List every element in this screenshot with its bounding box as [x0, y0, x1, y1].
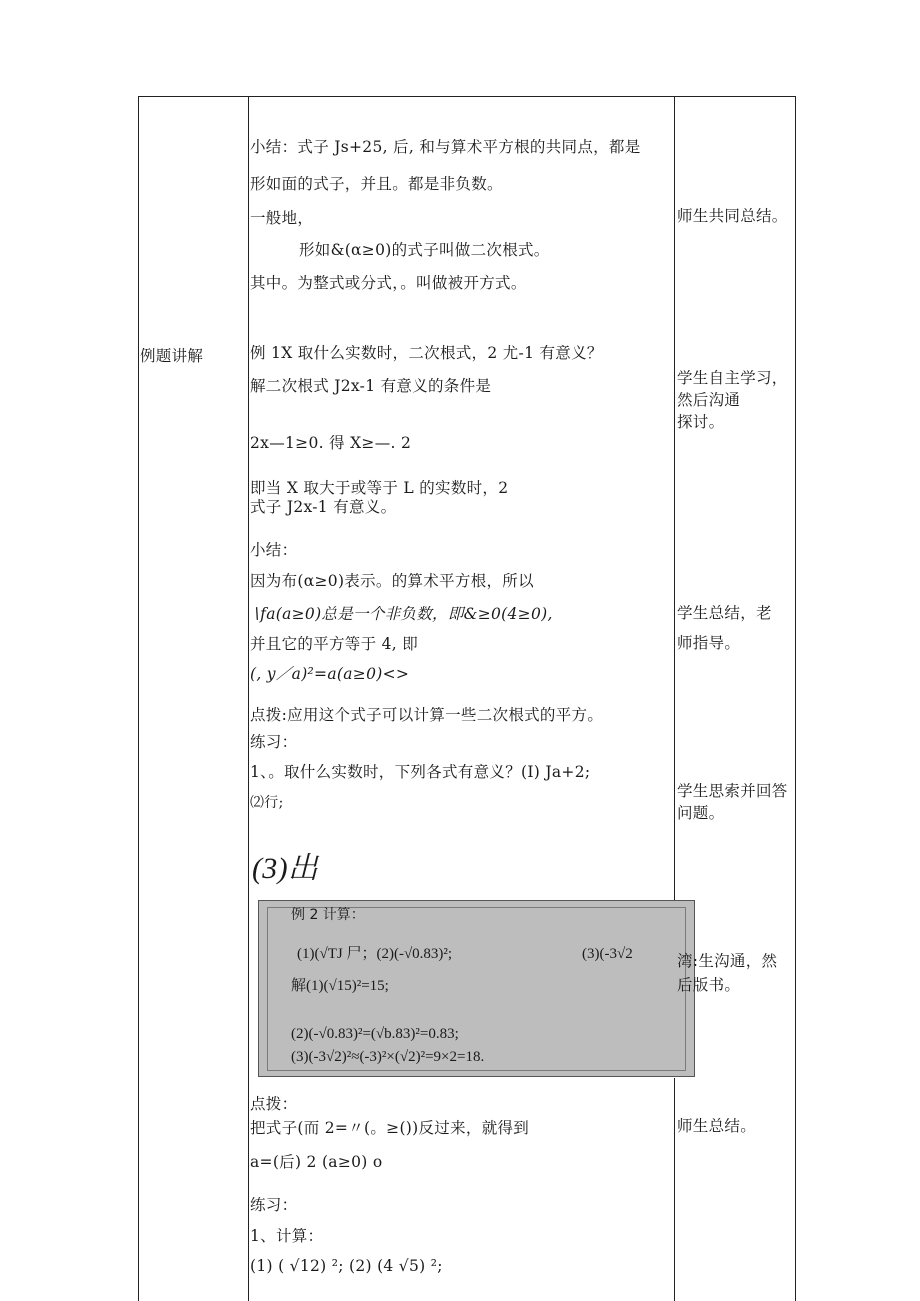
table-divider-2-lower: [674, 1078, 675, 1301]
table-top-border: [138, 96, 796, 97]
example1-question: 例 1X 取什么实数时，二次根式，2 尤-1 有意义？: [250, 344, 603, 362]
note-board-1: 湾:生沟通，然: [677, 952, 778, 970]
example2-solution-2: (2)(-√0.83)²=(√b.83)²=0.83;: [291, 1026, 459, 1042]
note-self-study-3: 探讨。: [677, 413, 725, 431]
example2-title: 例 2 计算：: [291, 907, 365, 923]
note-answer-2: 问题。: [677, 804, 725, 822]
example2-solution-1: 解(1)(√15)²=15;: [291, 978, 389, 994]
example2-box: [258, 900, 695, 1077]
example1-conclusion-1: 即当 X 取大于或等于 L 的实数时，2: [250, 479, 509, 497]
section-label: 例题讲解: [140, 347, 204, 365]
table-right-border: [795, 96, 796, 1301]
summary1-line1: 小结：式子 Js+25, 后, 和与算术平方根的共同点，都是: [250, 138, 641, 156]
summary2-line1: 因为布(α≥0)表示。的算术平方根，所以: [250, 572, 534, 590]
table-left-border: [138, 96, 139, 1301]
summary2-title: 小结：: [250, 541, 298, 559]
tip1-text: 点拨:应用这个式子可以计算一些二次根式的平方。: [250, 706, 604, 724]
summary2-line3: 并且它的平方等于 4, 即: [250, 635, 419, 653]
summary2-line2: ∖fa(a≥0)总是一个非负数，即&≥0(4≥0),: [250, 605, 553, 623]
tip2-title: 点拨：: [250, 1095, 298, 1113]
tip2-line2: a=(后) 2 (a≥0) o: [250, 1153, 383, 1171]
practice2-question: 1、计算：: [250, 1227, 324, 1245]
practice1-question-3: (3)出: [252, 852, 319, 885]
note-summary: 师生共同总结。: [677, 207, 788, 225]
note-board-2: 后版书。: [677, 976, 741, 994]
note-self-study-1: 学生自主学习，: [677, 369, 788, 387]
note-answer-1: 学生思索并回答: [677, 782, 788, 800]
generally-text: 一般地，: [250, 209, 314, 227]
where-text: 其中。为整式或分式，。叫做被开方式。: [250, 274, 527, 292]
table-divider-1: [248, 96, 249, 1301]
practice2-title: 练习：: [250, 1196, 298, 1214]
example2-problems-b: (3)(-3√2: [582, 946, 633, 962]
tip2-line1: 把式子(而 2=〃(。≥())反过来，就得到: [250, 1119, 530, 1137]
practice1-question: 1、。取什么实数时，下列各式有意义？(I) Ja+2;: [250, 763, 591, 781]
practice1-title: 练习：: [250, 733, 298, 751]
note-guidance-2: 师指导。: [677, 634, 741, 652]
example1-conclusion-2: 式子 J2x-1 有意义。: [250, 498, 397, 516]
summary1-line2: 形如面的式子，并且。都是非负数。: [250, 175, 503, 193]
example2-solution-3: (3)(-3√2)²≈(-3)²×(√2)²=9×2=18.: [291, 1049, 485, 1065]
practice2-items: (1) ( √12) ²; (2) (4 √5) ²;: [250, 1257, 443, 1275]
practice1-question-2: ⑵行;: [250, 795, 284, 811]
definition-text: 形如&(α≥0)的式子叫做二次根式。: [299, 241, 550, 259]
table-divider-2: [674, 96, 675, 900]
example2-problems-a: (1)(√TJ 尸；(2)(-√0.83)²;: [297, 946, 453, 962]
note-self-study-2: 然后沟通: [677, 391, 741, 409]
summary2-formula: (, y／a)²=a(a≥0)<>: [250, 665, 410, 683]
example1-solution: 解二次根式 J2x-1 有意义的条件是: [250, 377, 492, 395]
note-summary-2: 师生总结。: [677, 1117, 757, 1135]
note-guidance-1: 学生总结，老: [677, 604, 772, 622]
example1-inequality: 2x—1≥0. 得 X≥—. 2: [250, 434, 412, 452]
